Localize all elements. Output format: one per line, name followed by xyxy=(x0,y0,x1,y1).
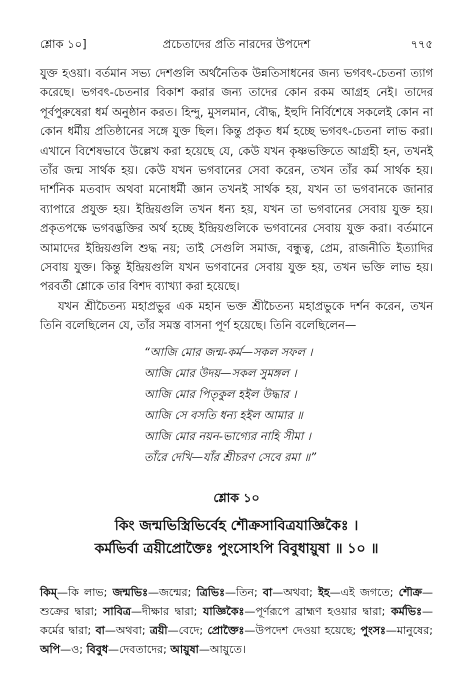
quote-line: আজি মোর পিতৃকুল হইল উদ্ধার । xyxy=(144,387,297,401)
text-line: তখন ধন্য হয়, যখন তা ভগবানের সেবায় যুক্ত হয়। প্রকৃতপক্ষে ভগবদ্ভক্তির অর্থ xyxy=(40,201,433,236)
synonym-word: শৌক্র xyxy=(398,586,422,599)
text-line: ইন্দ্রিয়গুলি যখন ভগবানের সেবায় যুক্ত হয়, তখন ভক্তি লাভ হয়। পরবর্তী শ্লোকে xyxy=(40,260,433,294)
synonym-word: কর্মভিঃ xyxy=(390,605,422,618)
quote-line: আজি মোর নয়ন-ভাগ্যের নাহি সীমা । xyxy=(144,429,312,443)
text-line: শুদ্ধ নয়; তাই সেগুলি সমাজ, বন্ধুত্ব, প্রেম, রাজনীতি ইত্যাদির সেবায় যুক্ত। কিন্তু xyxy=(40,240,433,275)
synonym-word: ত্রয়ী xyxy=(149,624,168,637)
synonym-word: জন্মভিঃ xyxy=(112,586,148,599)
synonym-entry xyxy=(197,586,263,599)
synonym-word: বিবুধ xyxy=(86,643,109,656)
synonym-meaning: —কর্মের দ্বারা; xyxy=(40,605,433,637)
synonym-meaning: —দেবতাদের; xyxy=(108,643,171,656)
quoted-verse xyxy=(144,342,434,468)
text-line: তখন তিনি বলেছিলেন যে, তাঁর সমস্ত বাসনা পূর্ণ হয়েছে। তিনি বলেছিলেন— xyxy=(40,298,434,333)
synonym-meaning: —ও; xyxy=(60,643,87,656)
quote-line: তাঁরে দেখি—যাঁর শ্রীচরণ সেবে রমা ॥” xyxy=(144,450,317,464)
text-line: তখনই সার্থক হয়, যখন তা ভগবানকে জানার ব্যাপারে প্রযুক্ত হয়। ইন্দ্রিয়গুলি xyxy=(40,182,433,216)
verse-line: কর্মভির্বা ত্রয়ীপ্রোক্তৈঃ পুংসোঽপি বিবুধায়ুষা ॥ ১০ ॥ xyxy=(94,541,379,557)
text-line: সেবা করেন, তখন তাঁর কর্ম সার্থক হয়। দার্শনিক মতবাদ অথবা মনোধর্মী জ্ঞান xyxy=(40,163,433,197)
synonym-meaning: —অথবা; xyxy=(104,624,150,637)
synonym-entry xyxy=(203,605,391,618)
text-line: হচ্ছে ইন্দ্রিয়গুলিকে ভগবানের সেবায় যুক্ত করা। বর্তমানে আমাদের ইন্দ্রিয়গুলি xyxy=(40,221,434,255)
synonym-meaning: —আয়ুতে। xyxy=(198,643,246,656)
synonym-word: প্রোক্তৈঃ xyxy=(207,624,245,637)
sanskrit-verse xyxy=(40,490,433,561)
synonym-meaning: —এই জগতে; xyxy=(329,586,399,599)
verse-line: কিং জন্মভিস্ত্রিভির্বেহ শৌক্রসাবিত্রযাজ্ঞিকৈঃ । xyxy=(114,518,359,534)
synonym-entry xyxy=(318,586,399,599)
synonym-word: ইহ xyxy=(318,586,330,599)
synonym-word: সাবিত্র xyxy=(103,605,131,618)
header-verse-ref: শ্লোক ১০] xyxy=(40,37,87,51)
synonym-word: যাজ্ঞিকৈঃ xyxy=(203,605,245,618)
synonym-meaning: —মানুষের; xyxy=(385,624,433,637)
synonym-entry xyxy=(207,624,360,637)
text-line: তাদের পূর্বপুরুষেরা ধর্ম অনুষ্ঠান করত। হিন্দু, মুসলমান, বৌদ্ধ, ইহুদি নির্বিশেষে xyxy=(40,85,434,119)
synonym-entry xyxy=(86,643,170,656)
synonym-meaning: —পূর্ণরূপে ব্রাহ্মণ হওয়ার দ্বারা; xyxy=(244,605,391,618)
synonym-entry xyxy=(170,643,246,656)
text-line: ভগবৎ-চেতনা লাভ করা। এখানে বিশেষভাবে উল্লেখ করা হয়েছে যে, কেউ xyxy=(40,124,433,158)
synonym-word: বা xyxy=(95,624,105,637)
synonym-entry xyxy=(113,586,197,599)
text-line: তার বিশদ ব্যাখ্যা করা হয়েছে। xyxy=(107,279,240,294)
text-line: যুক্ত হওয়া। বর্তমান সভ্য দেশগুলি অর্থনৈতিক উন্নতিসাধনের জন্য ভগবৎ-চেতনা xyxy=(40,66,406,80)
word-synonyms xyxy=(40,583,433,659)
purport-paragraph-2 xyxy=(40,297,433,336)
synonym-entry xyxy=(150,624,208,637)
synonym-word: পুংসঃ xyxy=(360,624,386,637)
synonym-meaning: —শুক্রের দ্বারা; xyxy=(40,586,433,618)
quote-line: “আজি মোর জন্ম-কর্ম—সকল সফল । xyxy=(144,345,313,359)
text-line: যখন শ্রীচৈতন্য মহাপ্রভুর এক মহান ভক্ত শ্রীচৈতন্য মহাপ্রভুকে দর্শন করেন, xyxy=(58,298,405,313)
synonym-word: বা xyxy=(262,586,273,599)
synonym-meaning: —তিন; xyxy=(224,586,263,599)
quote-line: আজি সে বসতি ধন্য হইল আমার ॥ xyxy=(144,408,303,422)
synonym-entry xyxy=(40,643,86,656)
synonym-meaning: —দীক্ষার দ্বারা; xyxy=(130,605,204,618)
synonym-entry xyxy=(361,624,433,637)
header-chapter-title: প্রচেতাদের প্রতি নারদের উপদেশ xyxy=(162,37,311,51)
synonym-word: আয়ুষা xyxy=(170,643,199,656)
synonym-meaning: —অথবা; xyxy=(272,586,319,599)
synonym-meaning: —কি লাভ; xyxy=(56,586,113,599)
text-line: ত্যাগ করেছে। ভগবৎ-চেতনার বিকাশ করার জন্য তাদের কোন রকম আগ্রহ নেই। xyxy=(40,66,434,100)
synonym-entry xyxy=(103,605,203,618)
page-header xyxy=(40,36,433,54)
synonym-entry xyxy=(40,586,113,599)
synonym-word: কিম্ xyxy=(40,586,57,599)
purport-text xyxy=(40,64,433,336)
quote-line: আজি মোর উদয়—সকল সুমঙ্গল । xyxy=(144,366,297,380)
synonym-entry xyxy=(263,586,318,599)
synonym-meaning: —উপদেশ দেওয়া হয়েছে; xyxy=(244,624,361,637)
purport-paragraph-1 xyxy=(40,64,433,297)
text-line: সকলেই কোন না কোন ধর্মীয় প্রতিষ্ঠানের সঙ্গে যুক্ত ছিল। কিন্তু প্রকৃত ধর্ম হচ্ছে xyxy=(40,104,433,139)
verse-heading: শ্লোক ১০ xyxy=(213,490,260,505)
text-line: যখন কৃষ্ণভক্তিতে আগ্রহী হন, তখনই তাঁর জন্ম সার্থক হয়। কেউ যখন ভগবানের xyxy=(40,143,433,178)
synonym-word: অপি xyxy=(40,643,61,656)
synonym-meaning: —জন্মের; xyxy=(147,586,197,599)
synonym-entry xyxy=(96,624,150,637)
synonym-meaning: —বেদে; xyxy=(167,624,208,637)
header-page-number: ৭৭৫ xyxy=(410,37,433,51)
synonym-word: ত্রিভিঃ xyxy=(196,586,225,599)
